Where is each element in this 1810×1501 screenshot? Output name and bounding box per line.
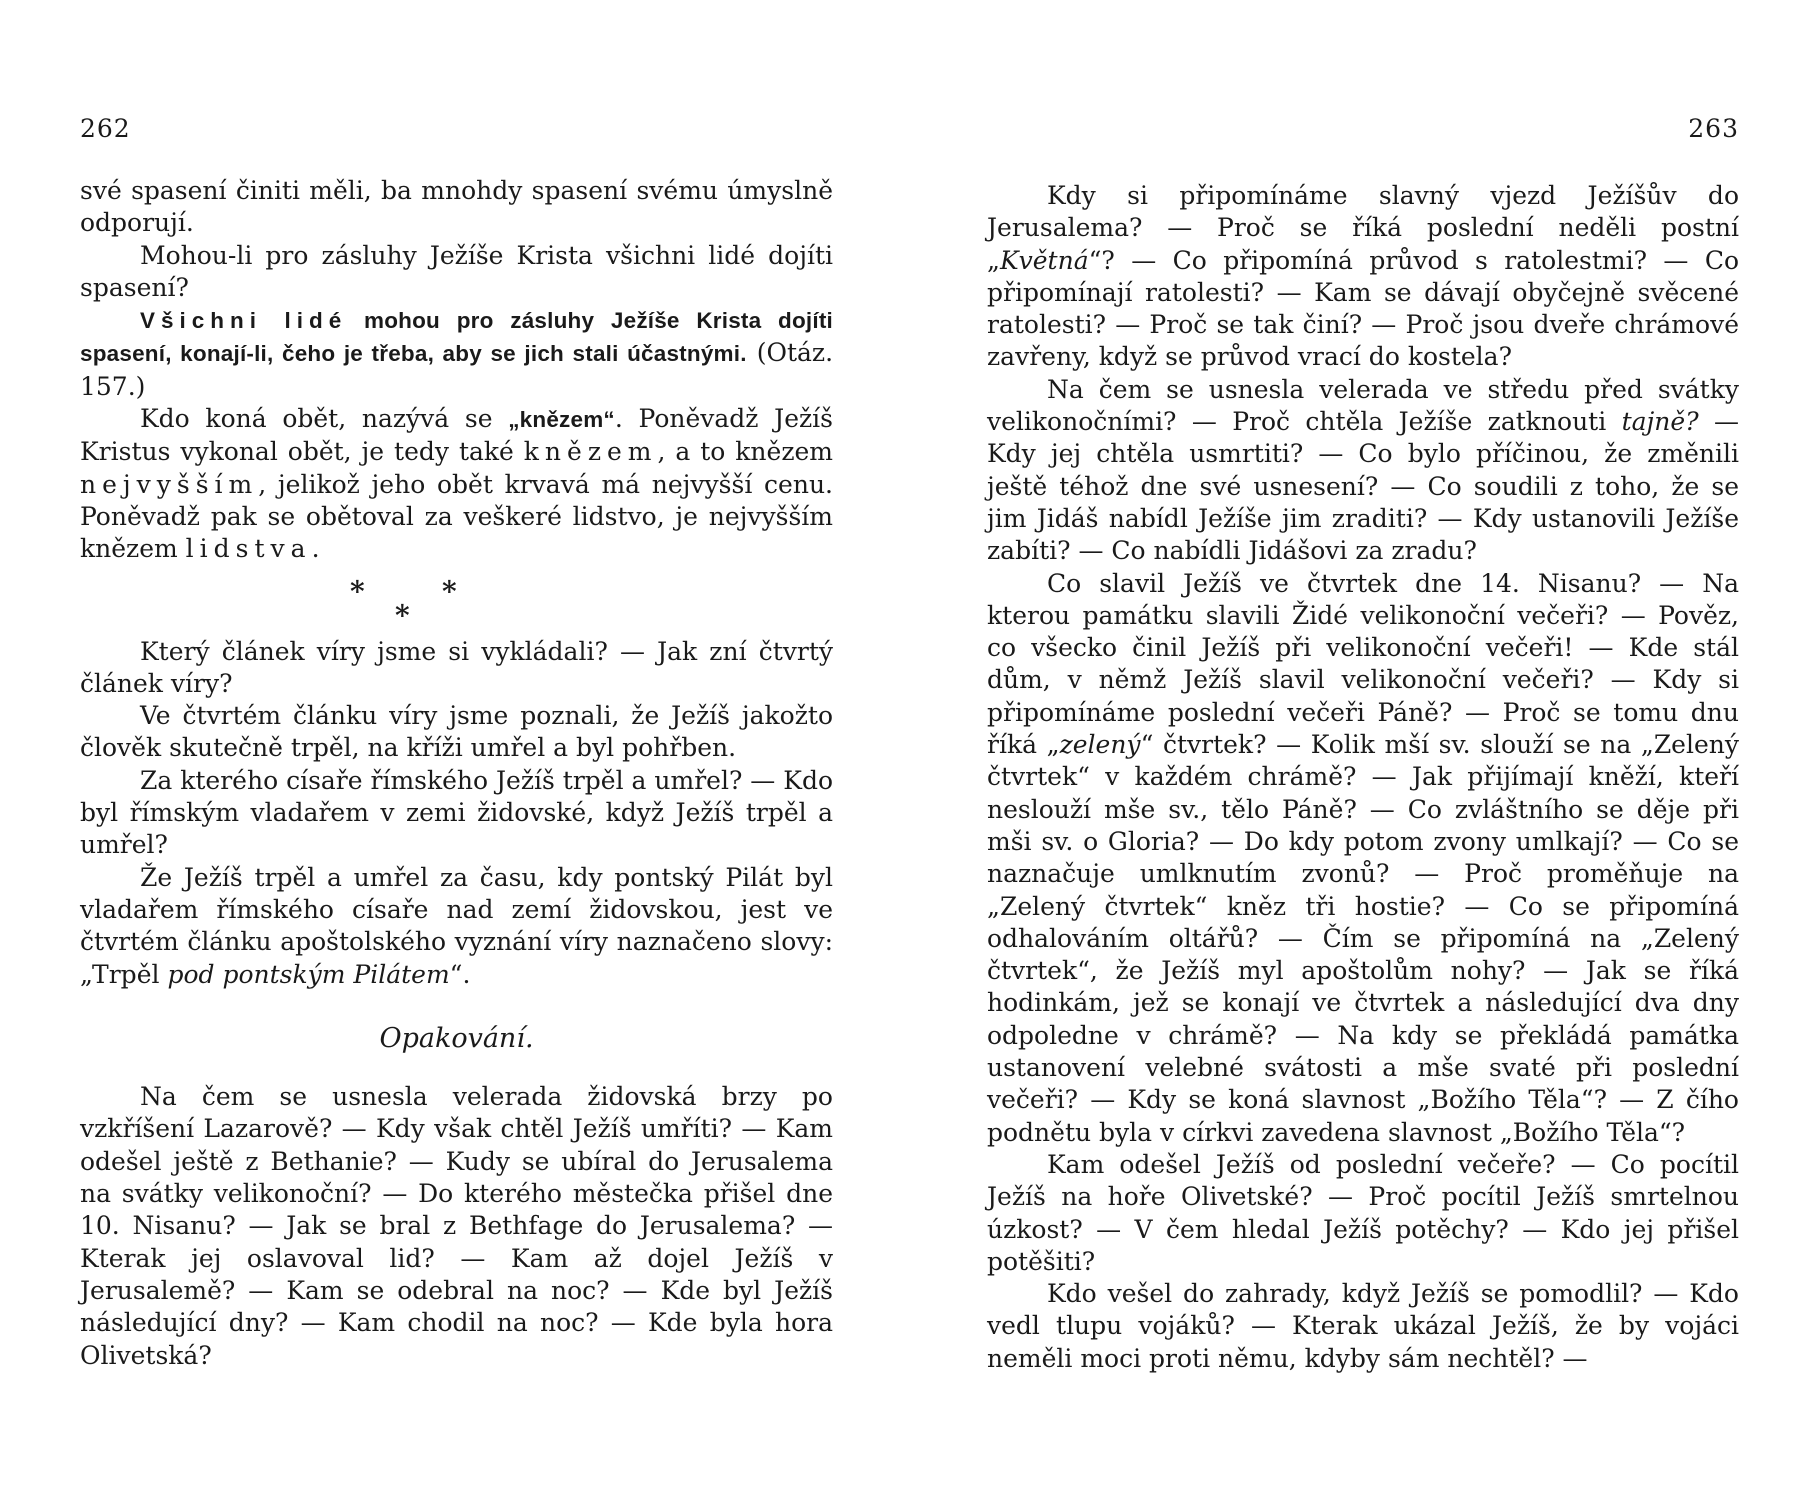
bold-text: mohou pro zásluhy Ježíše Krista dojíti spasení, konají-li, čeho je třeba, aby se jich stali účastnými.	[80, 308, 833, 367]
text-run: , a to knězem	[657, 437, 833, 467]
spaced-term: nejvyšším	[80, 469, 259, 499]
text-run: Kdy si připomínáme slavný vjezd Ježíšův do Jerusalema? — Proč se říká poslední neděli postní „	[987, 181, 1739, 275]
review-questions: Kdo vešel do zahrady, když Ježíš se pomodlil? — Kdo vedl tlupu vojáků? — Kterak ukázal Ježíš, že by vojáci neměli moci proti němu, kdyby sám nechtěl? —	[987, 1279, 1739, 1373]
paragraph: své spasení činiti měli, ba mnohdy spasení svému úmyslně odporují.	[80, 176, 833, 238]
text-run: Co slavil Ježíš ve čtvrtek dne 14. Nisanu? — Na kterou památku slavili Židé velikonoční večeři? — Pověz, co všecko činil Ježíš při velikonoční večeři! — Kde stál dům, v němž Ježíš slavil velikonoční večeři? — Kdy si připomínáme poslední večeři Páně? — Proč se tomu dnu říká „	[987, 568, 1739, 760]
italic-text: Květná	[999, 245, 1089, 275]
text-run: Kdo koná obět, nazývá se	[140, 404, 509, 434]
right-page	[987, 0, 1739, 1501]
review-questions: Kam odešel Ježíš od poslední večeře? — Co pocítil Ježíš na hoře Olivetské? — Proč pocítil Ježíš smrtelnou úzkost? — V čem hledal Ježíš potěchy? — Kdo jej přišel potěšiti?	[987, 1149, 1739, 1276]
spaced-bold-text: Všichni lidé	[140, 308, 348, 334]
italic-text: pod pontským Pilátem	[167, 959, 450, 989]
left-page	[80, 0, 833, 1501]
italic-text: tajně?	[1621, 407, 1699, 437]
reference: (Otáz. 157.)	[80, 338, 834, 401]
italic-text: zelený	[1059, 730, 1141, 760]
left-page-text	[80, 175, 833, 1372]
bold-term: „knězem“	[508, 407, 615, 433]
text-run: . Poněvadž Ježíš Kristus vykonal obět, je tedy také	[80, 404, 833, 467]
text-run: Že Ježíš trpěl a umřel za času, kdy pontský Pilát byl vladařem římského císaře nad zemí židovskou, jest ve čtvrtém článku apoštolského vyznání víry naznačeno slovy: „Trpěl	[80, 862, 833, 989]
spaced-term: lidstva	[185, 534, 312, 564]
review-questions	[987, 374, 1739, 568]
page-number-right: 263	[1688, 114, 1739, 143]
star-mark: *	[395, 598, 410, 632]
answer: Ve čtvrtém článku víry jsme poznali, že Ježíš jakožto člověk skutečně trpěl, na kříži umřel a byl pohřben.	[80, 701, 833, 763]
question: Za kterého císaře římského Ježíš trpěl a umřel? — Kdo byl římským vladařem v zemi židovské, když Ježíš trpěl a umřel?	[80, 765, 833, 860]
review-questions: Na čem se usnesla velerada židovská brzy po vzkříšení Lazarově? — Kdy však chtěl Ježíš umříti? — Kam odešel ještě z Bethanie? — Kudy se ubíral do Jerusalema na svátky velikonoční? — Do kterého městečka přišel dne 10. Nisanu? — Jak se bral z Bethfage do Jerusalema? — Kterak jej oslavoval lid? — Kam až dojel Ježíš v Jerusalemě? — Kam se odebral na noc? — Kde byl Ježíš následující dny? — Kam chodil na noc? — Kde byla hora Olivetská?	[80, 1082, 833, 1370]
answer-bold	[80, 304, 833, 403]
question: Který článek víry jsme si vykládali? — Jak zní čtvrtý článek víry?	[80, 636, 833, 698]
answer	[80, 862, 833, 991]
page-number-left: 262	[80, 114, 131, 143]
text-run: .	[311, 534, 320, 564]
text-run: Na čem se usnesla velerada ve středu před svátky velikonočními? — Proč chtěla Ježíše zatknouti	[987, 374, 1739, 437]
star-mark: *	[442, 574, 457, 608]
spaced-term: knězem	[523, 437, 658, 467]
text-run: — Kdy jej chtěla usmrtiti? — Co bylo příčinou, že změnili ještě téhož dne své usnesení? — Co soudili z toho, že se jim Jidáš nabídl Ježíše jim zraditi? — Kdy ustanovili Ježíše zabíti? — Co nabídli Jidášovi za zradu?	[987, 407, 1739, 566]
text-run: “? — Co připomíná průvod s ratolestmi? — Co připomínají ratolesti? — Kam se dávají obyčejně svěcené ratolesti? — Proč se tak činí? — Proč jsou dveře chrámové zavřeny, když se průvod vrací do kostela?	[987, 245, 1739, 372]
text-run: , jelikož jeho obět krvavá má nejvyšší cenu. Poněvadž pak se obětoval za veškeré lidstvo, je nejvyšším knězem	[80, 469, 833, 564]
review-questions	[987, 568, 1739, 1149]
question: Mohou-li pro zásluhy Ježíše Krista všichni lidé dojíti spasení?	[80, 240, 833, 302]
star-mark: *	[350, 574, 365, 608]
section-heading: Opakování.	[379, 1022, 534, 1054]
right-page-text	[987, 180, 1739, 1375]
section-divider	[80, 570, 833, 632]
review-questions	[987, 180, 1739, 374]
text-run: “ čtvrtek? — Kolik mší sv. slouží se na „Zelený čtvrtek“ v každém chrámě? — Jak přijímají kněží, kteří neslouží mše sv., tělo Páně? — Co zvláštního se děje při mši sv. o Gloria? — Do kdy potom zvony umlkají? — Co se naznačuje umlknutím zvonů? — Proč proměňuje na „Zelený čtvrtek“ kněz tři hostie? — Co se připomíná odhalováním oltářů? — Čím se připomíná na „Zelený čtvrtek“, že Ježíš myl apoštolům nohy? — Jak se říká hodinkám, jež se konají ve čtvrtek a následující dva dny odpoledne v chrámě? — Na kdy se překládá památka ustanovení velebné svátosti a mše svaté při poslední večeři? — Kdy se koná slavnost „Božího Těla“? — Z čího podnětu byla v církvi zavedena slavnost „Božího Těla“?	[987, 730, 1739, 1147]
paragraph	[80, 403, 833, 565]
text-run: “.	[449, 959, 471, 989]
